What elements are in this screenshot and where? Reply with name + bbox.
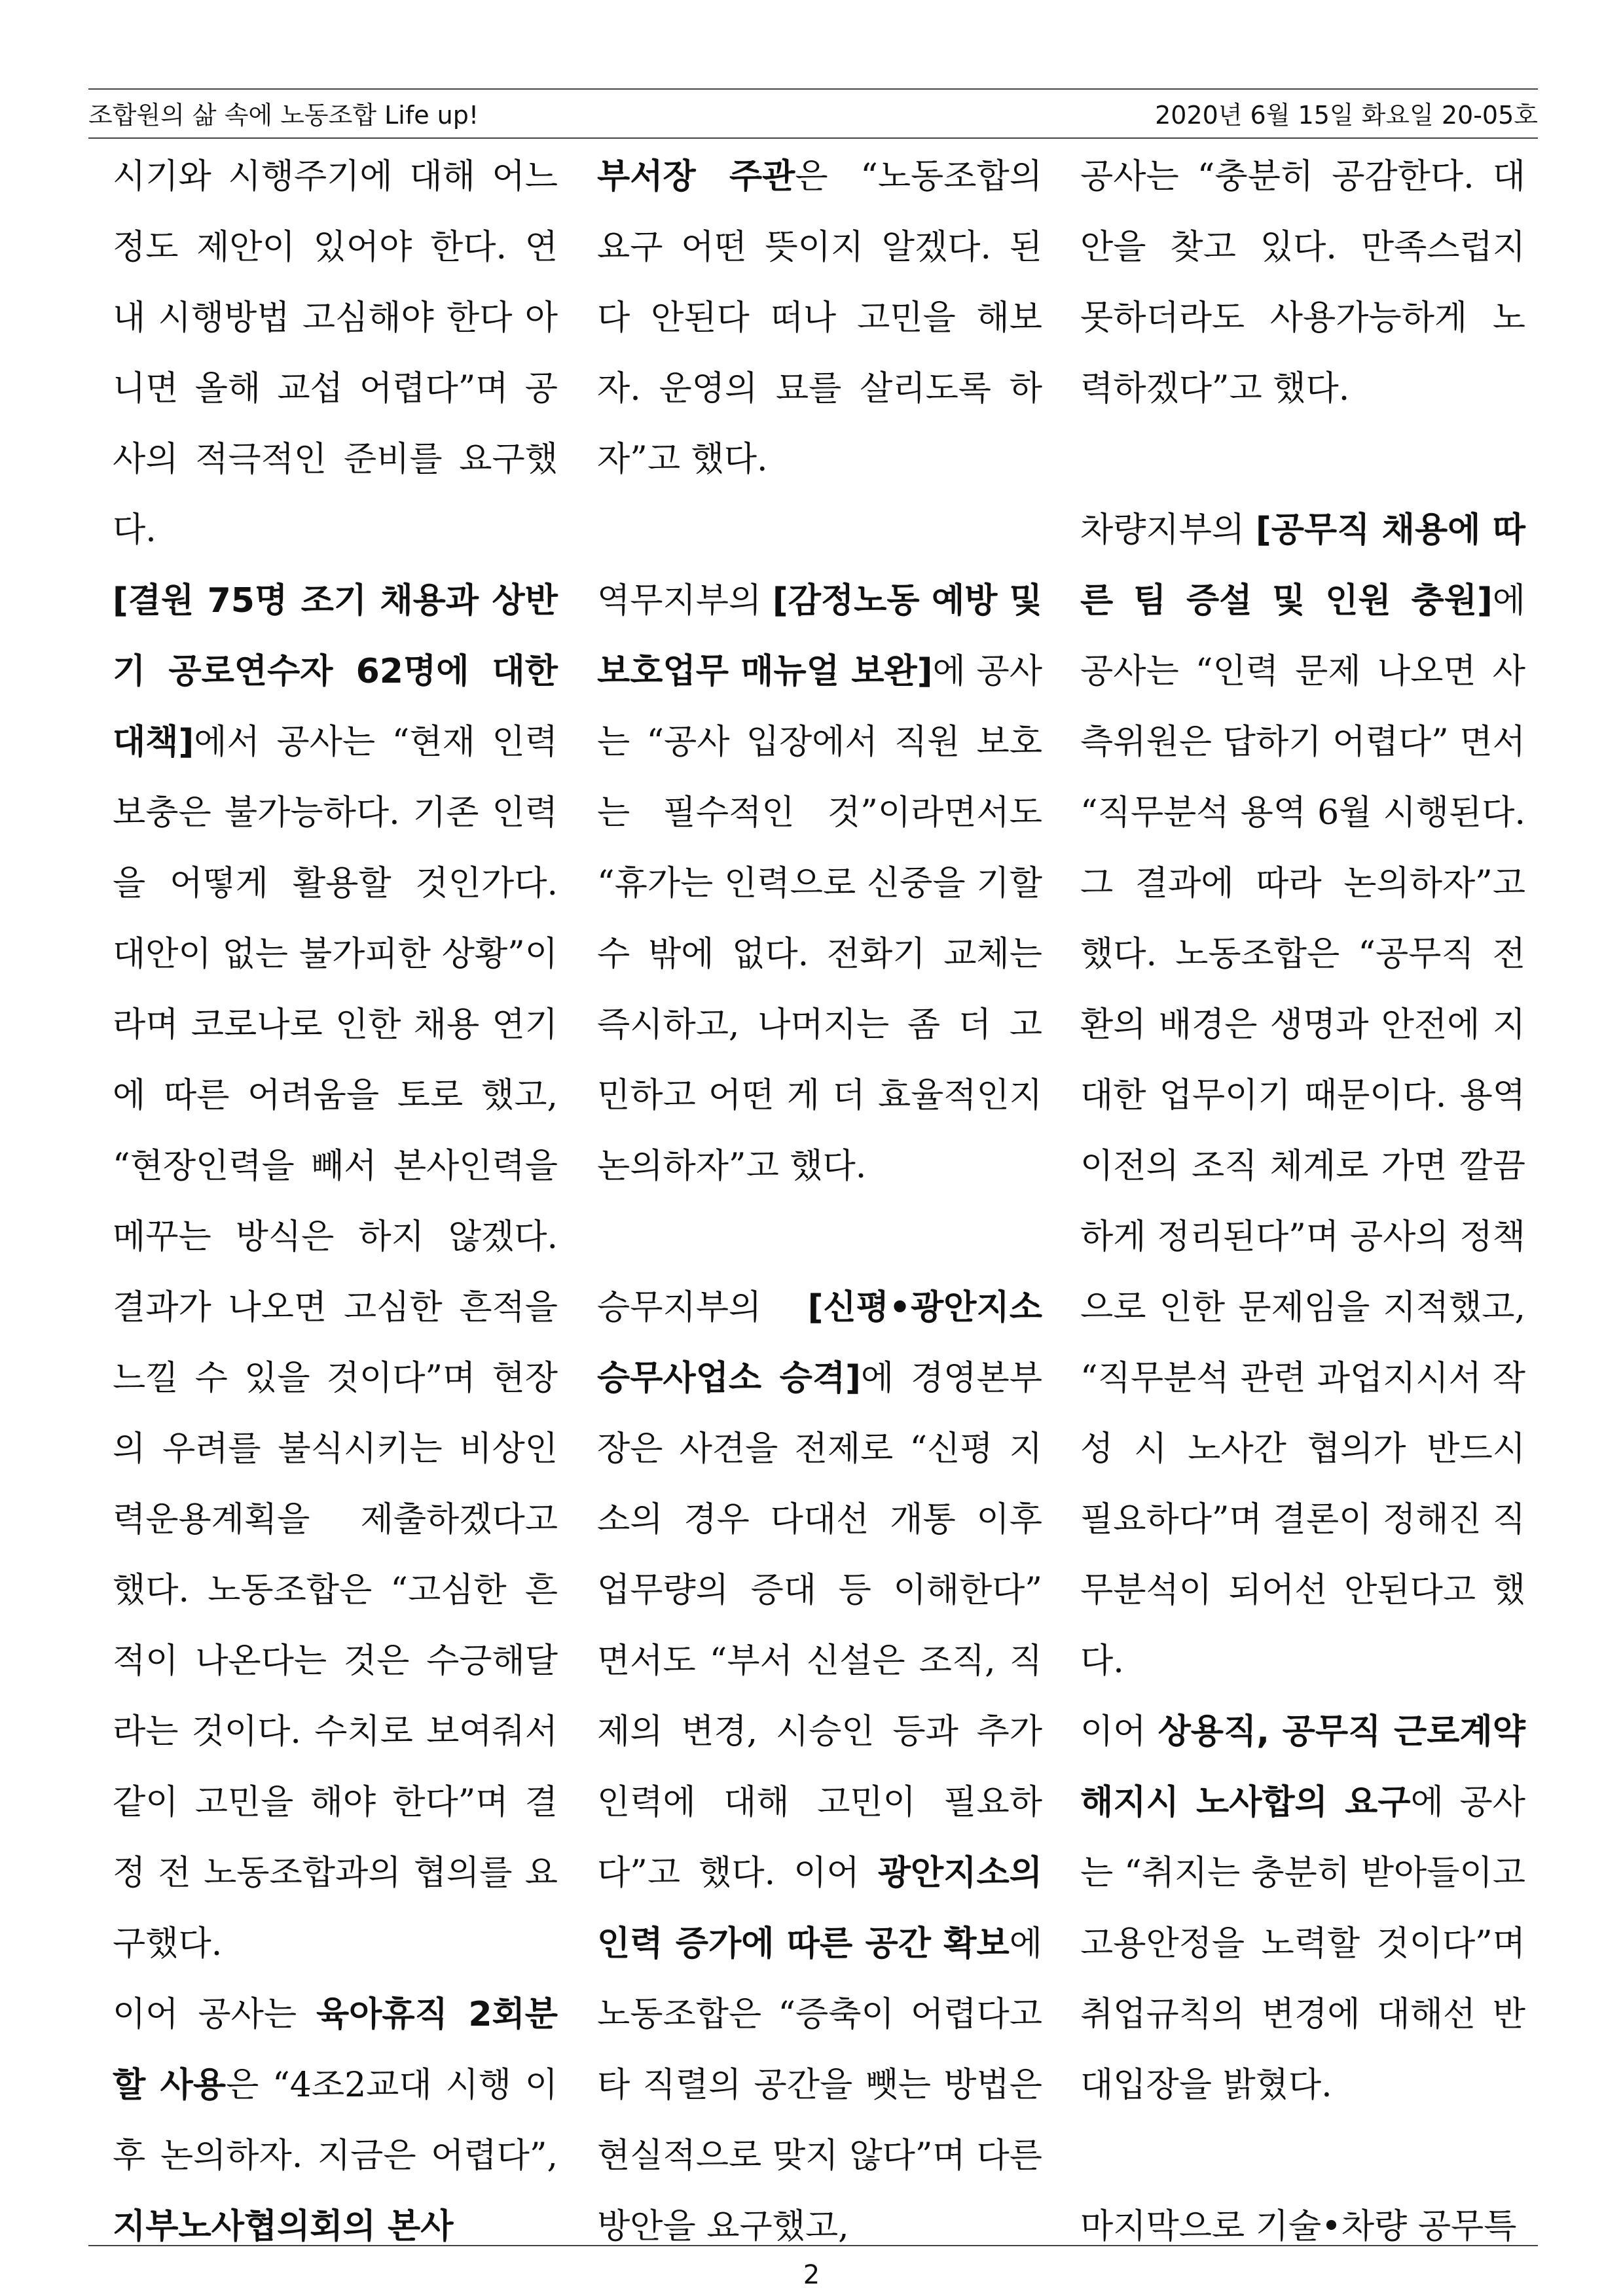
- paragraph: [1080, 141, 1525, 424]
- agenda-item-heading: [감정노동 예방 및 보호업무 매뉴얼 보완]: [597, 581, 1042, 691]
- paragraph-spacer: [1080, 2121, 1525, 2191]
- paragraph: [113, 565, 558, 1979]
- paragraph-text: 공사는 “충분히 공감한다. 대안을 찾고 있다. 만족스럽지 못하더라도 사용가능하게 노력하겠다”고 했다.: [1080, 157, 1525, 408]
- paragraph: [113, 141, 558, 565]
- top-rule: [88, 88, 1538, 90]
- paragraph: [1080, 1696, 1525, 2121]
- column-2: [597, 141, 1042, 2262]
- paragraph-text: 은 “노동조합의 요구 어떤 뜻이지 알겠다. 된다 안된다 떠나 고민을 해보자. 운영의 묘를 살리도록 하자”고 했다.: [597, 157, 1042, 479]
- paragraph-text: 승무지부의: [597, 1288, 808, 1327]
- agenda-item-heading: 지부노사협의회의 본사: [113, 2207, 454, 2246]
- paragraph-spacer: [1080, 424, 1525, 495]
- paragraph-text: 에 공사는 “취지는 충분히 받아들이고 고용안정을 노력할 것이다”며 취업규칙의 변경에 대해선 반대입장을 밝혔다.: [1080, 1783, 1525, 2105]
- header-issue-date: 2020년 6월 15일 화요일 20-05호: [1155, 101, 1538, 130]
- paragraph-text: 이어: [1080, 1712, 1158, 1751]
- paragraph: [597, 565, 1042, 1202]
- agenda-item-heading: [신평•광안지소 승무사업소 승격]: [597, 1288, 1042, 1398]
- paragraph-text: 에 공사는 “인력 문제 나오면 사측위원은 답하기 어렵다” 면서 “직무분석 용역 6월 시행된다. 그 결과에 따라 논의하자”고 했다. 노동조합은 “공무직 전환의 배경은 생명과 안전에 지대한 업무이기 때문이다. 용역 이전의 조직 체계로 가면 깔끔하게 정리된다”며 공사의 정책으로 인한 문제임을 지적했고, “직무분석 관련 과업지시서 작성 시 노사간 협의가 반드시 필요하다”며 결론이 정해진 직무분석이 되어선 안된다고 했다.: [1080, 581, 1525, 1681]
- paragraph-text: 이어 공사는: [113, 1995, 316, 2034]
- paragraph: [597, 141, 1042, 495]
- paragraph-text: 차량지부의: [1080, 511, 1256, 550]
- paragraph: [597, 1272, 1042, 2262]
- agenda-item-heading: 육아휴직 2회분할 사용: [113, 1995, 558, 2105]
- paragraph-text: 마지막으로 기술•차량 공무특: [1080, 2207, 1517, 2246]
- paragraph-text: 시기와 시행주기에 대해 어느 정도 제안이 있어야 한다. 연내 시행방법 고심해야 한다 아니면 올해 교섭 어렵다”며 공사의 적극적인 준비를 요구했다.: [113, 157, 558, 550]
- agenda-item-heading: 상용직, 공무직 근로계약 해지시 노사합의 요구: [1080, 1712, 1525, 1822]
- column-3: [1080, 141, 1525, 2262]
- agenda-item-heading: 광안지소의 인력 증가에 따른 공간 확보: [597, 1854, 1042, 1964]
- paragraph-spacer: [597, 1202, 1042, 1272]
- page-number: 2: [803, 2260, 820, 2290]
- paragraph: [1080, 495, 1525, 1696]
- paragraph-text: 은 “4조2교대 시행 이후 논의하자. 지금은 어렵다”,: [113, 2066, 558, 2176]
- paragraph-text: 에서 공사는 “현재 인력보충은 불가능하다. 기존 인력을 어떻게 활용할 것인가다. 대안이 없는 불가피한 상황”이라며 코로나로 인한 채용 연기에 따른 어려움을 토로 했고, “현장인력을 빼서 본사인력을 메꾸는 방식은 하지 않겠다. 결과가 나오면 고심한 흔적을 느낄 수 있을 것이다”며 현장의 우려를 불식시키는 비상인력운용계획을 제출하겠다고 했다. 노동조합은 “고심한 흔적이 나온다는 것은 수긍해달라는 것이다. 수치로 보여줘서 같이 고민을 해야 한다”며 결정 전 노동조합과의 협의를 요구했다.: [113, 723, 558, 1964]
- header-rule: [88, 137, 1538, 139]
- page-header: [88, 95, 1538, 135]
- agenda-item-heading: [공무직 채용에 따른 팀 증설 및 인원 충원]: [1080, 511, 1525, 620]
- paragraph: [1080, 2191, 1525, 2262]
- header-slogan: 조합원의 삶 속에 노동조합 Life up!: [88, 101, 479, 130]
- paragraph: [113, 1979, 558, 2262]
- footer-rule: [88, 2245, 1538, 2246]
- paragraph-text: 역무지부의: [597, 581, 773, 620]
- agenda-item-heading: [결원 75명 조기 채용과 상반기 공로연수자 62명에 대한 대책]: [113, 581, 558, 762]
- agenda-item-heading: 부서장 주관: [597, 157, 795, 196]
- paragraph-text: 에 노동조합은 “증축이 어렵다고 타 직렬의 공간을 뺏는 방법은 현실적으로 맞지 않다”며 다른 방안을 요구했고,: [597, 1924, 1042, 2246]
- paragraph-text: 에 경영본부장은 사견을 전제로 “신평 지소의 경우 다대선 개통 이후 업무량의 증대 등 이해한다” 면서도 “부서 신설은 조직, 직제의 변경, 시승인 등과 추가 인력에 대해 고민이 필요하다”고 했다. 이어: [597, 1359, 1042, 1893]
- paragraph-spacer: [597, 495, 1042, 565]
- paragraph-text: 에 공사는 “공사 입장에서 직원 보호는 필수적인 것”이라면서도 “휴가는 인력으로 신중을 기할 수 밖에 없다. 전화기 교체는 즉시하고, 나머지는 좀 더 고민하고 어떤 게 더 효율적인지 논의하자”고 했다.: [597, 652, 1042, 1186]
- column-1: [113, 141, 558, 2262]
